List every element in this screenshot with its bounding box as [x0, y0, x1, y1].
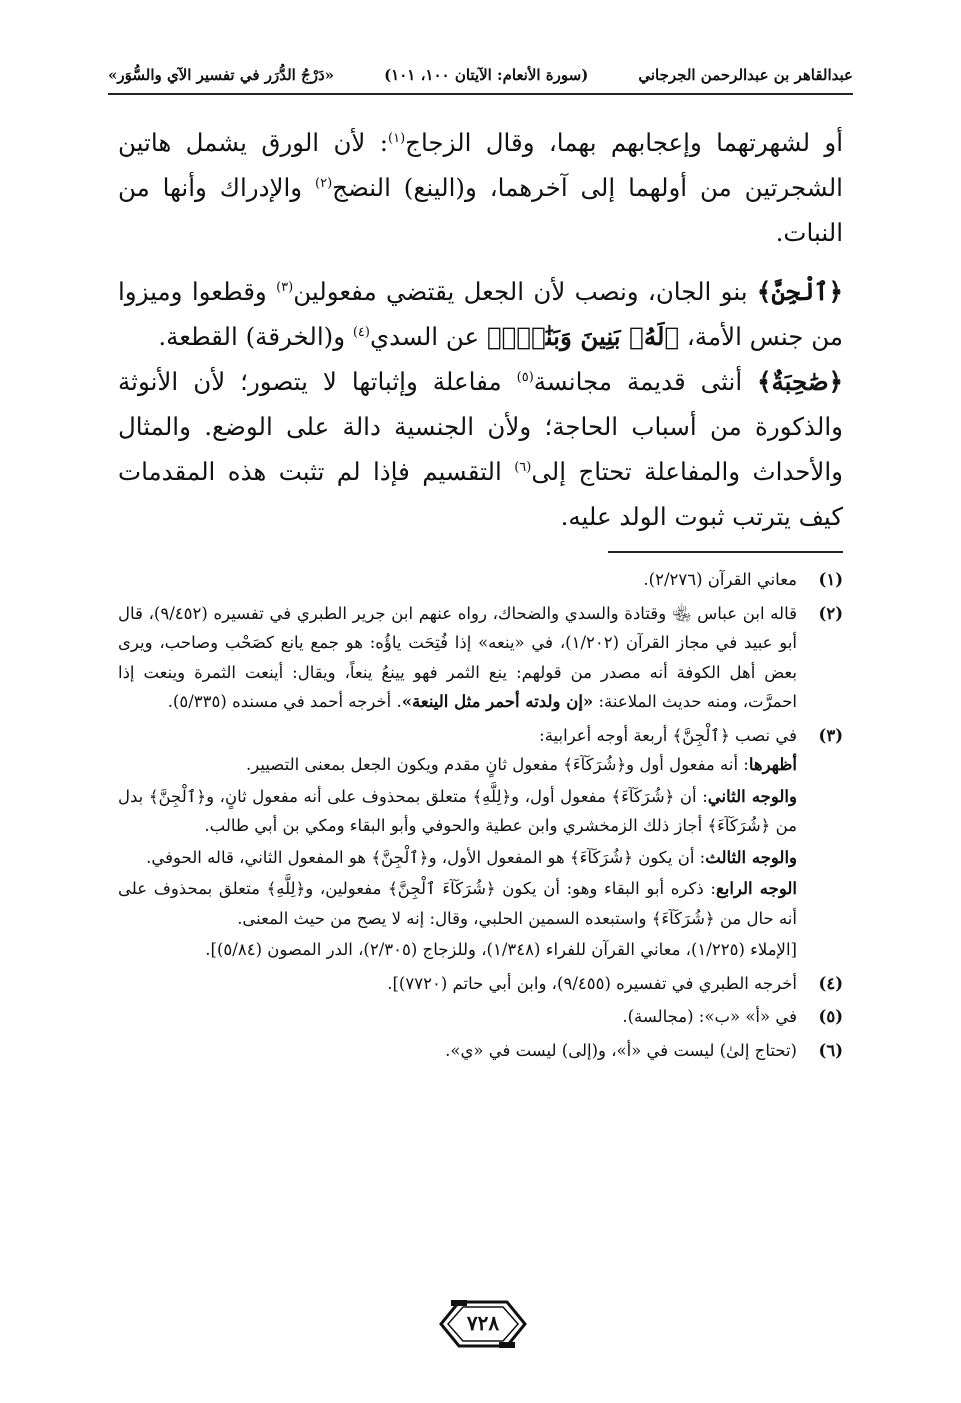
text-run: مفاعلة وإثباتها لا يتصور؛ لأن الأنوثة والذكورة من أسباب الحاجة؛ ولأن الجنسية دالة على الوضع. والمثال والأحداث والمفاعلة تحتاج إلى [118, 367, 843, 486]
footnote-separator [608, 551, 843, 553]
footnote-ref: (٥) [516, 369, 534, 385]
footnote-text [118, 721, 797, 965]
running-header [108, 58, 853, 92]
text-run: عن السدي [369, 322, 487, 351]
footnote-ref: (٣) [276, 279, 294, 295]
quran-word: ﴿لَهُۥ بَنِينَ وَبَنَٰتٍۭ﴾ [486, 322, 680, 351]
text-run: . أخرجه أحمد في مسنده (٥/٣٣٥). [167, 692, 402, 711]
text-run: بنو الجان، ونصب لأن الجعل يقتضي مفعولين [293, 277, 757, 306]
text-run: والإدراك وأنها من النبات. [118, 173, 843, 247]
header-book-title: «دَرْجُ الدُّرَر في تفسير الآي والسُّوَر» [108, 66, 335, 84]
footnote-number: (٣) [818, 725, 843, 745]
header-surah: (سورة الأنعام: الآيتان ١٠٠، ١٠١) [384, 66, 589, 84]
footnote-line [118, 874, 797, 933]
footnote-ref: (٢) [315, 175, 333, 191]
aspect-heading: الوجه الرابع [715, 879, 797, 898]
footnote-5 [118, 1002, 843, 1032]
text-run: وقطعوا وميزوا من جنس الأمة، [118, 277, 843, 351]
text-run: : لأن الورق يشمل هاتين الشجرتين من أولهما إلى آخرهما، و(الينع) النضج [118, 128, 843, 202]
text-run: : ذكره أبو البقاء وهو: أن يكون ﴿شُرَكَآءَ ٱلْجِنَّ﴾ مفعولين، و﴿لِلَّهِ﴾ متعلق بمحذوف على أنه حال من ﴿شُرَكَآءَ﴾ واستبعده السمين الحلبي، وقال: إنه لا يصح من حيث المعنى. [118, 879, 797, 928]
footnote-number: (٢) [818, 603, 843, 623]
main-text [118, 120, 843, 539]
aspect-heading: أظهرها [748, 755, 797, 774]
text-run: قاله ابن عباس ﵄ وقتادة والسدي والضحاك، رواه عنهم ابن جرير الطبري في تفسيره (٩/٤٥٢)، قال أبو عبيد في مجاز القرآن (١/٢٠٢)، في «ينعه» إذا فُتِحَت ياؤُه: هو جمع يانع كصَحْب وصاحب، ويرى بعض أهل الكوفة أنه مصدر من قولهم: ينع الثمر فهو يينعُ ينعاً، ويقال: أينعت الثمرة وينعت إذا احمرَّت، ومنه حديث الملاعنة: [118, 603, 797, 711]
page-number: ٧٢٨ [466, 1311, 500, 1335]
footnote-text: معاني القرآن (٢/٢٧٦). [643, 570, 797, 589]
text-run: : أن ﴿شُرَكَآءَ﴾ مفعول أول، و﴿لِلَّهِ﴾ متعلق بمحذوف على أنه مفعول ثانٍ، و﴿ٱلْجِنَّ﴾ بدل من ﴿شُرَكَآءَ﴾ أجاز ذلك الزمخشري وابن عطية والحوفي وأبو البقاء ومكي بن أبي طالب. [118, 786, 797, 835]
quran-word: ﴿صَٰحِبَةٌ﴾ [757, 367, 843, 396]
footnote-number: (٤) [818, 973, 843, 993]
footnote-number: (٦) [818, 1040, 843, 1060]
footnote-text: أخرجه الطبري في تفسيره (٩/٤٥٥)، وابن أبي حاتم (٧٧٢٠)]. [387, 973, 797, 993]
footnote-4 [118, 969, 843, 999]
footnote-number: (١) [818, 570, 843, 589]
footnote-line: [الإملاء (١/٢٢٥)، معاني القرآن للفراء (١/٣٤٨)، وللزجاج (٢/٣٠٥)، الدر المصون (٥/٨٤)]. [205, 940, 797, 959]
hadith-quote: «إن ولدته أحمر مثل الينعة» [401, 692, 594, 711]
text-run: : أن يكون ﴿شُرَكَآءَ﴾ هو المفعول الأول، و﴿ٱلْجِنَّ﴾ هو المفعول الثاني، قاله الحوفي. [146, 847, 706, 867]
header-author: عبدالقاهر بن عبدالرحمن الجرجاني [638, 66, 853, 84]
footnote-3 [118, 721, 843, 965]
quran-word: ﴿ٱلْجِنَّ﴾ [756, 277, 843, 306]
footnote-text: (تحتاج إلىٰ) ليست في «أ»، و(إلى) ليست في «ي». [445, 1040, 797, 1060]
paragraph-2 [118, 269, 843, 359]
footnote-ref: (١) [388, 130, 406, 146]
text-run: أو لشهرتهما وإعجابهم بهما، وقال الزجاج [405, 128, 844, 157]
footnote-ref: (٦) [514, 459, 532, 475]
footnote-ref: (٤) [352, 324, 370, 340]
footnote-2 [118, 599, 843, 717]
text-run: و(الخرقة) القطعة. [158, 322, 353, 351]
footnote-text [118, 599, 797, 717]
footnote-number: (٥) [818, 1007, 843, 1026]
footnote-1 [118, 565, 843, 595]
text-run: : أنه مفعول أول و﴿شُرَكَآءَ﴾ مفعول ثانٍ مقدم ويكون الجعل بمعنى التصيير. [245, 755, 749, 774]
footnote-line [118, 750, 797, 780]
footnote-text: في «أ» «ب»: (مجالسة). [622, 1007, 797, 1026]
footnotes [118, 565, 843, 1069]
paragraph-1 [118, 120, 843, 255]
footnote-6 [118, 1036, 843, 1066]
header-rule [108, 93, 853, 95]
text-run: أنثى قديمة مجانسة [533, 367, 758, 396]
aspect-heading: والوجه الثاني [707, 786, 797, 806]
aspect-heading: والوجه الثالث [705, 847, 797, 867]
footnote-line [118, 843, 797, 873]
paragraph-3 [118, 359, 843, 539]
text-run: التقسيم فإذا لم تثبت هذه المقدمات كيف يترتب ثبوت الولد عليه. [118, 457, 843, 531]
footnote-line [118, 782, 797, 841]
footnote-line: في نصب ﴿ٱلْجِنَّ﴾ أربعة أوجه أعرابية: [539, 725, 797, 745]
